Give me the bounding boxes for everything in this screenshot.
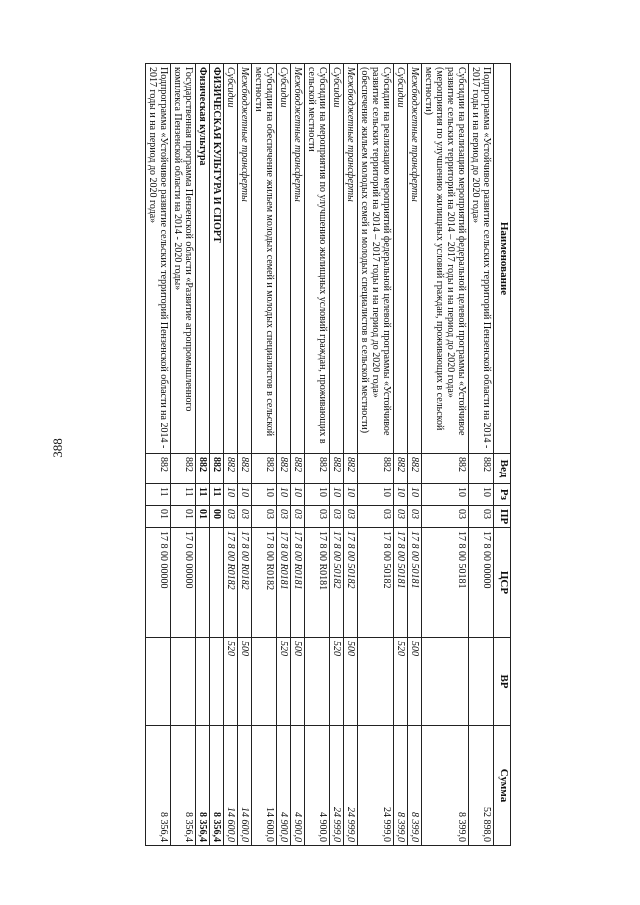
cell-csr: 17 8 00 R0182 [224, 528, 238, 638]
cell-sum: 4 900,0 [291, 726, 305, 846]
cell-vr: 500 [408, 638, 422, 726]
cell-name: Межбюджетные трансферты [291, 64, 305, 454]
header-ved: Вед [494, 454, 511, 484]
cell-rz: 10 [330, 484, 344, 506]
cell-ved: 882 [196, 454, 210, 484]
cell-vr [305, 638, 330, 726]
cell-ved: 882 [277, 454, 291, 484]
cell-ved: 882 [344, 454, 358, 484]
cell-csr [196, 528, 210, 638]
table-header-row [494, 64, 511, 846]
table-row [146, 64, 171, 846]
cell-ved: 882 [224, 454, 238, 484]
cell-vr [146, 638, 171, 726]
cell-sum: 8 356,4 [171, 726, 196, 846]
cell-vr: 520 [330, 638, 344, 726]
cell-pr: 01 [146, 506, 171, 528]
cell-vr [422, 638, 469, 726]
cell-rz: 10 [238, 484, 252, 506]
cell-csr: 17 8 00 50181 [422, 528, 469, 638]
cell-sum: 24 999,0 [344, 726, 358, 846]
cell-pr: 03 [344, 506, 358, 528]
cell-name: Межбюджетные трансферты [408, 64, 422, 454]
cell-ved: 882 [238, 454, 252, 484]
cell-sum: 14 600,0 [252, 726, 277, 846]
table-row [358, 64, 394, 846]
cell-csr [210, 528, 224, 638]
cell-pr: 00 [210, 506, 224, 528]
cell-rz: 10 [394, 484, 408, 506]
cell-ved: 882 [408, 454, 422, 484]
cell-csr: 17 0 00 00000 [171, 528, 196, 638]
cell-rz: 10 [224, 484, 238, 506]
header-rz: Рз [494, 484, 511, 506]
cell-rz: 10 [408, 484, 422, 506]
cell-vr [196, 638, 210, 726]
header-pr: ПР [494, 506, 511, 528]
cell-vr: 520 [394, 638, 408, 726]
cell-pr: 03 [238, 506, 252, 528]
cell-name: Субсидии [394, 64, 408, 454]
cell-ved: 882 [358, 454, 394, 484]
cell-rz: 10 [252, 484, 277, 506]
header-sum: Сумма [494, 726, 511, 846]
cell-sum: 8 356,4 [210, 726, 224, 846]
table-row [291, 64, 305, 846]
cell-pr: 03 [394, 506, 408, 528]
cell-vr: 500 [238, 638, 252, 726]
cell-rz: 11 [210, 484, 224, 506]
cell-vr [358, 638, 394, 726]
table-row [277, 64, 291, 846]
cell-pr: 03 [330, 506, 344, 528]
cell-rz: 11 [196, 484, 210, 506]
cell-pr: 03 [408, 506, 422, 528]
cell-sum: 4 900,0 [277, 726, 291, 846]
page-number: 388 [49, 438, 65, 458]
cell-rz: 10 [358, 484, 394, 506]
cell-pr: 03 [277, 506, 291, 528]
cell-rz: 10 [469, 484, 494, 506]
cell-ved: 882 [422, 454, 469, 484]
table-row [224, 64, 238, 846]
cell-name: Субсидии [224, 64, 238, 454]
cell-name: Субсидии на обеспечение жильем молодых семей и молодых специалистов в сельской местности [252, 64, 277, 454]
cell-pr: 03 [224, 506, 238, 528]
cell-name: Подпрограмма «Устойчивое развитие сельских территорий Пензенской области на 2014 - 2017 годы и на период до 2020 года» [146, 64, 171, 454]
cell-sum: 8 399,0 [408, 726, 422, 846]
cell-pr: 03 [252, 506, 277, 528]
cell-ved: 882 [469, 454, 494, 484]
cell-csr: 17 8 00 R0182 [238, 528, 252, 638]
cell-name: Субсидии [277, 64, 291, 454]
budget-table-rotated [70, 63, 511, 845]
table-row [171, 64, 196, 846]
cell-name: Субсидии на реализацию мероприятий федеральной целевой программы «Устойчивое развитие сельских территорий на 2014 – 2017 годы и на период до 2020 года» (мероприятия по улучшению жилищных условий граждан, проживающих в сельской местности) [422, 64, 469, 454]
cell-pr: 03 [422, 506, 469, 528]
cell-rz: 11 [146, 484, 171, 506]
table-row [422, 64, 469, 846]
cell-sum: 8 356,4 [196, 726, 210, 846]
cell-vr [469, 638, 494, 726]
cell-rz: 10 [344, 484, 358, 506]
cell-ved: 882 [305, 454, 330, 484]
cell-vr [210, 638, 224, 726]
cell-pr: 03 [291, 506, 305, 528]
cell-vr [171, 638, 196, 726]
cell-name: Субсидии на реализацию мероприятий федеральной целевой программы «Устойчивое развитие сельских территорий на 2014 – 2017 годы и на период до 2020 года» (обеспечение жильем молодых семей и молодых специалистов в сельской местности) [358, 64, 394, 454]
cell-csr: 17 8 00 R0181 [305, 528, 330, 638]
table-row [330, 64, 344, 846]
cell-name: ФИЗИЧЕСКАЯ КУЛЬТУРА И СПОРТ [210, 64, 224, 454]
cell-sum: 52 898,0 [469, 726, 494, 846]
table-body [146, 64, 494, 846]
cell-name: Межбюджетные трансферты [344, 64, 358, 454]
table-row [252, 64, 277, 846]
cell-ved: 882 [146, 454, 171, 484]
cell-csr: 17 8 00 R0181 [277, 528, 291, 638]
cell-rz: 10 [422, 484, 469, 506]
cell-sum: 8 356,4 [146, 726, 171, 846]
cell-csr: 17 8 00 00000 [469, 528, 494, 638]
cell-name: Подпрограмма «Устойчивое развитие сельских территорий Пензенской области на 2014 - 2017 годы и на период до 2020 года» [469, 64, 494, 454]
cell-sum: 14 600,0 [238, 726, 252, 846]
budget-table [145, 63, 511, 846]
cell-vr: 520 [224, 638, 238, 726]
cell-rz: 10 [305, 484, 330, 506]
cell-csr: 17 8 00 50182 [330, 528, 344, 638]
table-row [196, 64, 210, 846]
cell-csr: 17 8 00 50182 [358, 528, 394, 638]
cell-ved: 882 [171, 454, 196, 484]
cell-pr: 01 [171, 506, 196, 528]
cell-name: Межбюджетные трансферты [238, 64, 252, 454]
cell-rz: 10 [291, 484, 305, 506]
cell-pr: 01 [196, 506, 210, 528]
table-row [305, 64, 330, 846]
cell-csr: 17 8 00 50181 [394, 528, 408, 638]
cell-sum: 24 999,0 [330, 726, 344, 846]
cell-csr: 17 8 00 R0181 [291, 528, 305, 638]
cell-name: Физическая культура [196, 64, 210, 454]
cell-vr [252, 638, 277, 726]
table-row [238, 64, 252, 846]
cell-rz: 11 [171, 484, 196, 506]
cell-ved: 882 [291, 454, 305, 484]
table-row [210, 64, 224, 846]
cell-sum: 8 399,0 [422, 726, 469, 846]
table-row [469, 64, 494, 846]
cell-pr: 03 [469, 506, 494, 528]
cell-name: Субсидии [330, 64, 344, 454]
cell-sum: 4 900,0 [305, 726, 330, 846]
cell-name: Государственная программа Пензенской области «Развитие агропромышленного комплекса Пензенской области на 2014 - 2020 годы» [171, 64, 196, 454]
cell-name: Субсидии на мероприятия по улучшению жилищных условий граждан, проживающих в сельской местности [305, 64, 330, 454]
cell-pr: 03 [358, 506, 394, 528]
header-name: Наименование [494, 64, 511, 454]
table-row [408, 64, 422, 846]
cell-sum: 8 399,0 [394, 726, 408, 846]
cell-pr: 03 [305, 506, 330, 528]
cell-ved: 882 [330, 454, 344, 484]
cell-csr: 17 8 00 R0182 [252, 528, 277, 638]
header-vr: ВР [494, 638, 511, 726]
cell-ved: 882 [210, 454, 224, 484]
cell-sum: 14 600,0 [224, 726, 238, 846]
cell-vr: 500 [344, 638, 358, 726]
cell-ved: 882 [394, 454, 408, 484]
table-row [344, 64, 358, 846]
cell-sum: 24 999,0 [358, 726, 394, 846]
cell-ved: 882 [252, 454, 277, 484]
cell-vr: 500 [291, 638, 305, 726]
header-csr: ЦСР [494, 528, 511, 638]
cell-vr: 520 [277, 638, 291, 726]
table-row [394, 64, 408, 846]
cell-csr: 17 8 00 00000 [146, 528, 171, 638]
cell-csr: 17 8 00 50181 [408, 528, 422, 638]
cell-rz: 10 [277, 484, 291, 506]
cell-csr: 17 8 00 50182 [344, 528, 358, 638]
